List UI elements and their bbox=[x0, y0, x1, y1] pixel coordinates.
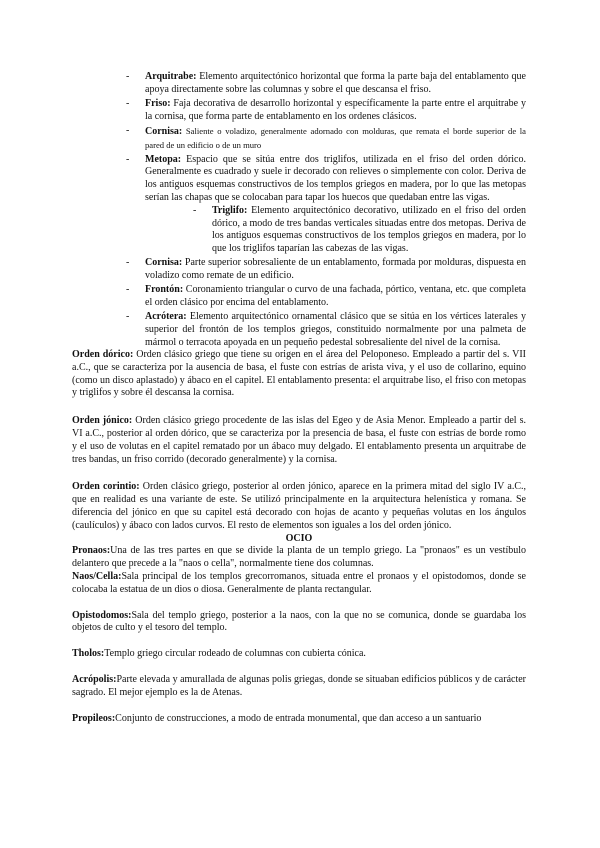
paragraph-tholos bbox=[72, 648, 526, 661]
paragraph-orden-corintio bbox=[72, 481, 526, 532]
term: Pronaos: bbox=[72, 545, 111, 557]
list-item bbox=[126, 71, 526, 97]
term: Cornisa: bbox=[145, 125, 183, 137]
definition: Conjunto de construcciones, a modo de entrada monumental, que dan acceso a un santuario bbox=[115, 712, 482, 724]
definition: Templo griego circular rodeado de columnas con cubierta cónica. bbox=[104, 648, 366, 660]
list-item bbox=[126, 284, 526, 310]
paragraph-naos bbox=[72, 571, 526, 597]
definition: Faja decorativa de desarrollo horizontal y específicamente la parte entre el arquitrabe y la cornisa, que forma parte de entablamento en los ordenes clásicos. bbox=[145, 97, 526, 122]
dash-bullet: - bbox=[126, 124, 130, 136]
dash-bullet: - bbox=[126, 153, 130, 165]
definition: Elemento arquitectónico ornamental clásico que se sitúa en los vértices laterales y superior del frontón de los templos griegos, constituido normalmente por una palmeta de mármol o terracota apoyada en un pequeño pedestal sobresaliente del nivel de la cornisa. bbox=[145, 311, 526, 348]
dash-bullet: - bbox=[126, 257, 130, 269]
term: Frontón: bbox=[145, 284, 184, 296]
section-heading: OCIO bbox=[285, 532, 313, 544]
term: Orden dórico: bbox=[72, 349, 134, 360]
term: Orden corintio: bbox=[72, 481, 140, 493]
definition: Parte elevada y amurallada de algunas polis griegas, donde se situaban edificios públicos y de carácter sagrado. El mejor ejemplo es la de Atenas. bbox=[72, 673, 526, 698]
term: Cornisa: bbox=[145, 257, 183, 269]
definition: Coronamiento triangular o curvo de una fachada, pórtico, ventana, etc. que completa el orden clásico por encima del entablamento. bbox=[145, 284, 526, 309]
definition: Orden clásico griego que tiene su origen en el área del Peloponeso. Empleado a partir del s. VII a.C., que se caracteriza por la ausencia de basa, el fuste con estrías de arista viva, y el uso de collarino, equino (como un disco aplastado) y ábaco en el capitel. El entablamento presenta: el arquitrabe liso, el friso con metopas y triglifos y sobre él descansa la cornisa. bbox=[72, 349, 527, 399]
definition: Orden clásico griego procedente de las islas del Egeo y de Asia Menor. Empleado a partir del s. VI a.C., posterior al orden dórico, que se caracteriza por la presencia de basa, el fuste con estrías de borde romo y el uso de volutas en el capitel rematado por un ábaco muy delgado. El entablamento presenta un arquitrabe de tres bandas, un friso corrido (decorado generalmente) y la cornisa. bbox=[72, 415, 527, 465]
architecture-terms-list bbox=[126, 71, 526, 351]
paragraph-propileos bbox=[72, 713, 526, 726]
dash-bullet: - bbox=[126, 284, 130, 296]
term: Metopa: bbox=[145, 153, 182, 165]
term: Arquitrabe: bbox=[145, 71, 197, 82]
sub-list-item bbox=[193, 205, 526, 256]
term: Friso: bbox=[145, 97, 171, 109]
list-item bbox=[126, 154, 526, 256]
paragraph-acropolis bbox=[72, 674, 526, 700]
term: Propileos: bbox=[72, 712, 116, 724]
paragraph-orden-jonico bbox=[72, 415, 526, 466]
dash-bullet: - bbox=[126, 97, 130, 109]
sub-list bbox=[145, 205, 526, 256]
dash-bullet: - bbox=[126, 311, 130, 323]
term: Orden jónico: bbox=[72, 415, 133, 427]
paragraph-opistodomos bbox=[72, 610, 526, 636]
definition: Elemento arquitectónico decorativo, utilizado en el friso del orden dórico, a modo de tres bandas verticales situadas entre dos metopas. Deriva de los antiguos esquemas constructivos de los templos griegos en madera, por lo que los triglifos taparían las cabezas de las vigas. bbox=[212, 204, 526, 255]
definition: Saliente o voladizo, generalmente adornado con molduras, que remata el borde superior de la pared de un edificio o de un muro bbox=[145, 125, 526, 150]
term: Acrópolis: bbox=[72, 673, 117, 685]
term: Tholos: bbox=[72, 648, 105, 660]
term: Naos/Cella: bbox=[72, 570, 122, 582]
list-item bbox=[126, 311, 526, 349]
definition: Parte superior sobresaliente de un entablamento, formada por molduras, dispuesta en voladizo como remate de un edificio. bbox=[145, 257, 526, 282]
definition: Espacio que se sitúa entre dos triglifos, utilizada en el friso del orden dórico. Generalmente es cuadrado y suele ir decorado con relieves o simplemente con color. Deriva de los antiguos esquemas constructivos de los templos griegos en madera, por lo que las metopas serían las chapas que se colocaban para tapar los huecos que quedaban entre las vigas. bbox=[145, 153, 526, 204]
paragraph-orden-dorico bbox=[72, 349, 526, 400]
dash-bullet: - bbox=[193, 204, 197, 216]
definition: Sala principal de los templos grecorromanos, situada entre el pronaos y el opistodomos, donde se colocaba la estatua de un dios o diosa. Generalmente de planta rectangular. bbox=[72, 570, 526, 595]
term: Triglifo: bbox=[212, 204, 248, 216]
list-item bbox=[126, 257, 526, 283]
definition: Sala del templo griego, posterior a la naos, con la que no se comunica, donde se guardaba los objetos de culto y el tesoro del templo. bbox=[72, 609, 526, 634]
term: Opistodomos: bbox=[72, 609, 132, 621]
list-item bbox=[126, 125, 526, 153]
definitions-section bbox=[72, 349, 526, 725]
dash-bullet: - bbox=[126, 71, 130, 82]
definition: Orden clásico griego, posterior al orden jónico, aparece en la primera mitad del siglo IV a.C., que en realidad es una variante de este. Se utilizó principalmente en la arquitectura helenística y romana. Se diferencia del jónico en que su capitel está decorado con hojas de acanto y pequeñas volutas en los ángulos (caulículos) y ábaco con lados curvos. El resto de elementos son iguales a los del orden jónico. bbox=[72, 481, 526, 531]
paragraph-pronaos bbox=[72, 545, 526, 571]
definition: Elemento arquitectónico horizontal que forma la parte baja del entablamento que apoya directamente sobre las columnas y sobre el que descansa el friso. bbox=[145, 71, 526, 95]
list-item bbox=[126, 98, 526, 124]
term: Acrótera: bbox=[145, 311, 187, 323]
definition: Una de las tres partes en que se divide la planta de un templo griego. La "pronaos" es un vestíbulo delantero que precede a la "naos o cella", normalmente tiene dos columnas. bbox=[72, 545, 526, 570]
